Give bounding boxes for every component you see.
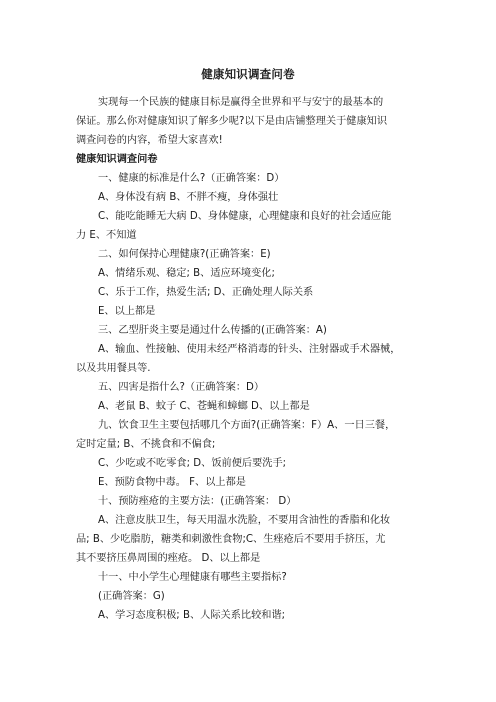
text-line: 十一、中小学生心理健康有哪些主要指标? — [98, 572, 287, 583]
text-line: 品; B、少吃脂肪，糖类和刺激性食物;C、生痤疮后不要用手挤压，尤 — [76, 534, 386, 545]
text-line: E、以上都是 — [98, 306, 156, 317]
text-line: 五、四害是指什么?（正确答案：D） — [98, 382, 265, 393]
text-line: 其不要挤压鼻周围的痤疮。 D、以上都是 — [76, 553, 261, 564]
text-line: A、情绪乐观、稳定; B、适应环境变化; — [98, 268, 275, 279]
page-title: 健康知识调查问卷 — [201, 67, 295, 81]
text-line: A、学习态度积极; B、人际关系比较和谐; — [98, 610, 286, 621]
text-line: 保证。那么你对健康知识了解多少呢?以下是由店铺整理关于健康知识 — [76, 116, 388, 127]
text-line: C、少吃或不吃零食; D、饭前便后要洗手; — [98, 458, 287, 469]
text-line: 一、健康的标准是什么?（正确答案：D） — [98, 173, 285, 184]
text-line: A、老鼠 B、蚊子 C、苍蝇和蟑螂 D、以上都是 — [98, 401, 310, 412]
text-line: 九、饮食卫生主要包括哪几个方面?(正确答案：F）A、一日三餐， — [98, 420, 396, 431]
text-line: 实现每一个民族的健康目标是赢得全世界和平与安宁的最基本的 — [98, 97, 384, 108]
text-line: A、输血、性接触、使用未经严格消毒的针头、注射器或手术器械， — [98, 344, 401, 355]
text-line: E、预防食物中毒。 F、以上都是 — [98, 477, 246, 488]
text-line: A、注意皮肤卫生，每天用温水洗脸，不要用含油性的香脂和化妆 — [98, 515, 391, 526]
text-line: (正确答案：G) — [98, 591, 165, 602]
text-line: 定时定量; B、不挑食和不偏食; — [76, 439, 216, 450]
section-heading: 健康知识调查问卷 — [76, 154, 158, 165]
text-line: C、乐于工作，热爱生活; D、正确处理人际关系 — [98, 287, 314, 298]
text-line: C、能吃能睡无大病 D、身体健康，心理健康和良好的社会适应能 — [98, 211, 392, 222]
text-line: 力 E、不知道 — [76, 230, 137, 241]
text-line: 以及共用餐具等. — [76, 363, 151, 374]
text-line: A、身体没有病 B、不胖不瘦，身体强壮 — [98, 192, 279, 203]
text-line: 调查问卷的内容，希望大家喜欢! — [76, 135, 223, 146]
text-line: 十、预防痤疮的主要方法：(正确答案： D） — [98, 496, 297, 507]
text-line: 三、乙型肝炎主要是通过什么传播的(正确答案：A) — [98, 325, 327, 336]
text-line: 二、如何保持心理健康?(正确答案：E) — [98, 249, 271, 260]
